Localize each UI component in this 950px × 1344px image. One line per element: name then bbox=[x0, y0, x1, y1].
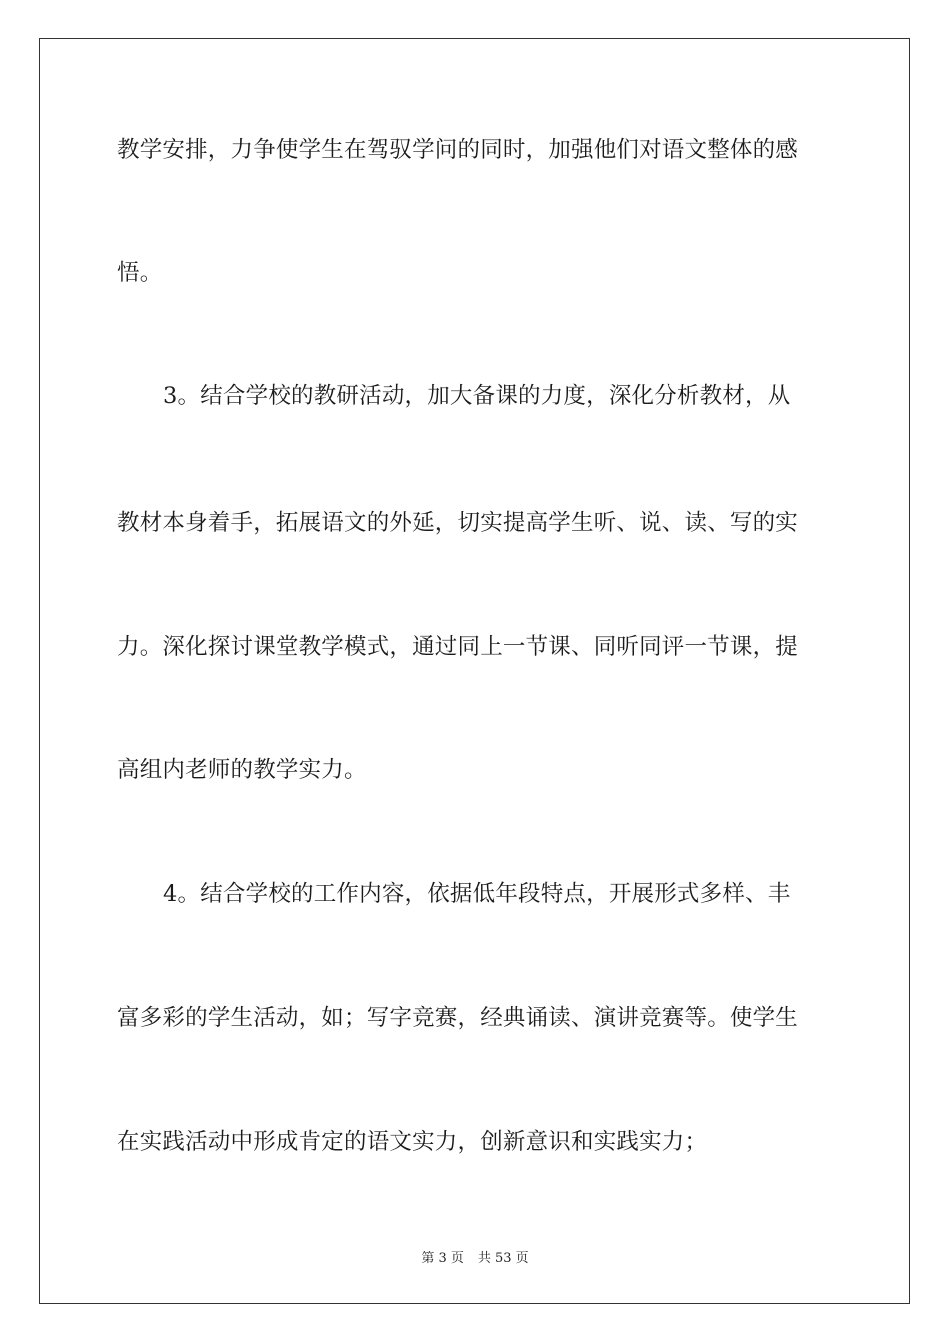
page-border bbox=[39, 38, 910, 1304]
body-line-9: 在实践活动中形成肯定的语文实力，创新意识和实践实力； bbox=[117, 1129, 708, 1155]
body-line-1: 教学安排，力争使学生在驾驭学问的同时，加强他们对语文整体的感 bbox=[117, 137, 799, 163]
body-line-2: 悟。 bbox=[117, 260, 163, 286]
page-footer bbox=[0, 1247, 950, 1266]
body-line-8: 富多彩的学生活动，如；写字竞赛，经典诵读、演讲竞赛等。使学生 bbox=[117, 1005, 799, 1031]
body-line-4: 教材本身着手，拓展语文的外延，切实提高学生听、说、读、写的实 bbox=[117, 510, 799, 536]
body-line-5: 力。深化探讨课堂教学模式，通过同上一节课、同听同评一节课，提 bbox=[117, 634, 799, 660]
page-total: 共 53 页 bbox=[477, 1251, 529, 1266]
page-number: 第 3 页 bbox=[421, 1251, 464, 1266]
body-line-7: 4。结合学校的工作内容，依据低年段特点，开展形式多样、丰 bbox=[163, 881, 791, 907]
body-line-3: 3。结合学校的教研活动，加大备课的力度，深化分析教材，从 bbox=[163, 383, 791, 409]
body-line-6: 高组内老师的教学实力。 bbox=[117, 757, 367, 783]
